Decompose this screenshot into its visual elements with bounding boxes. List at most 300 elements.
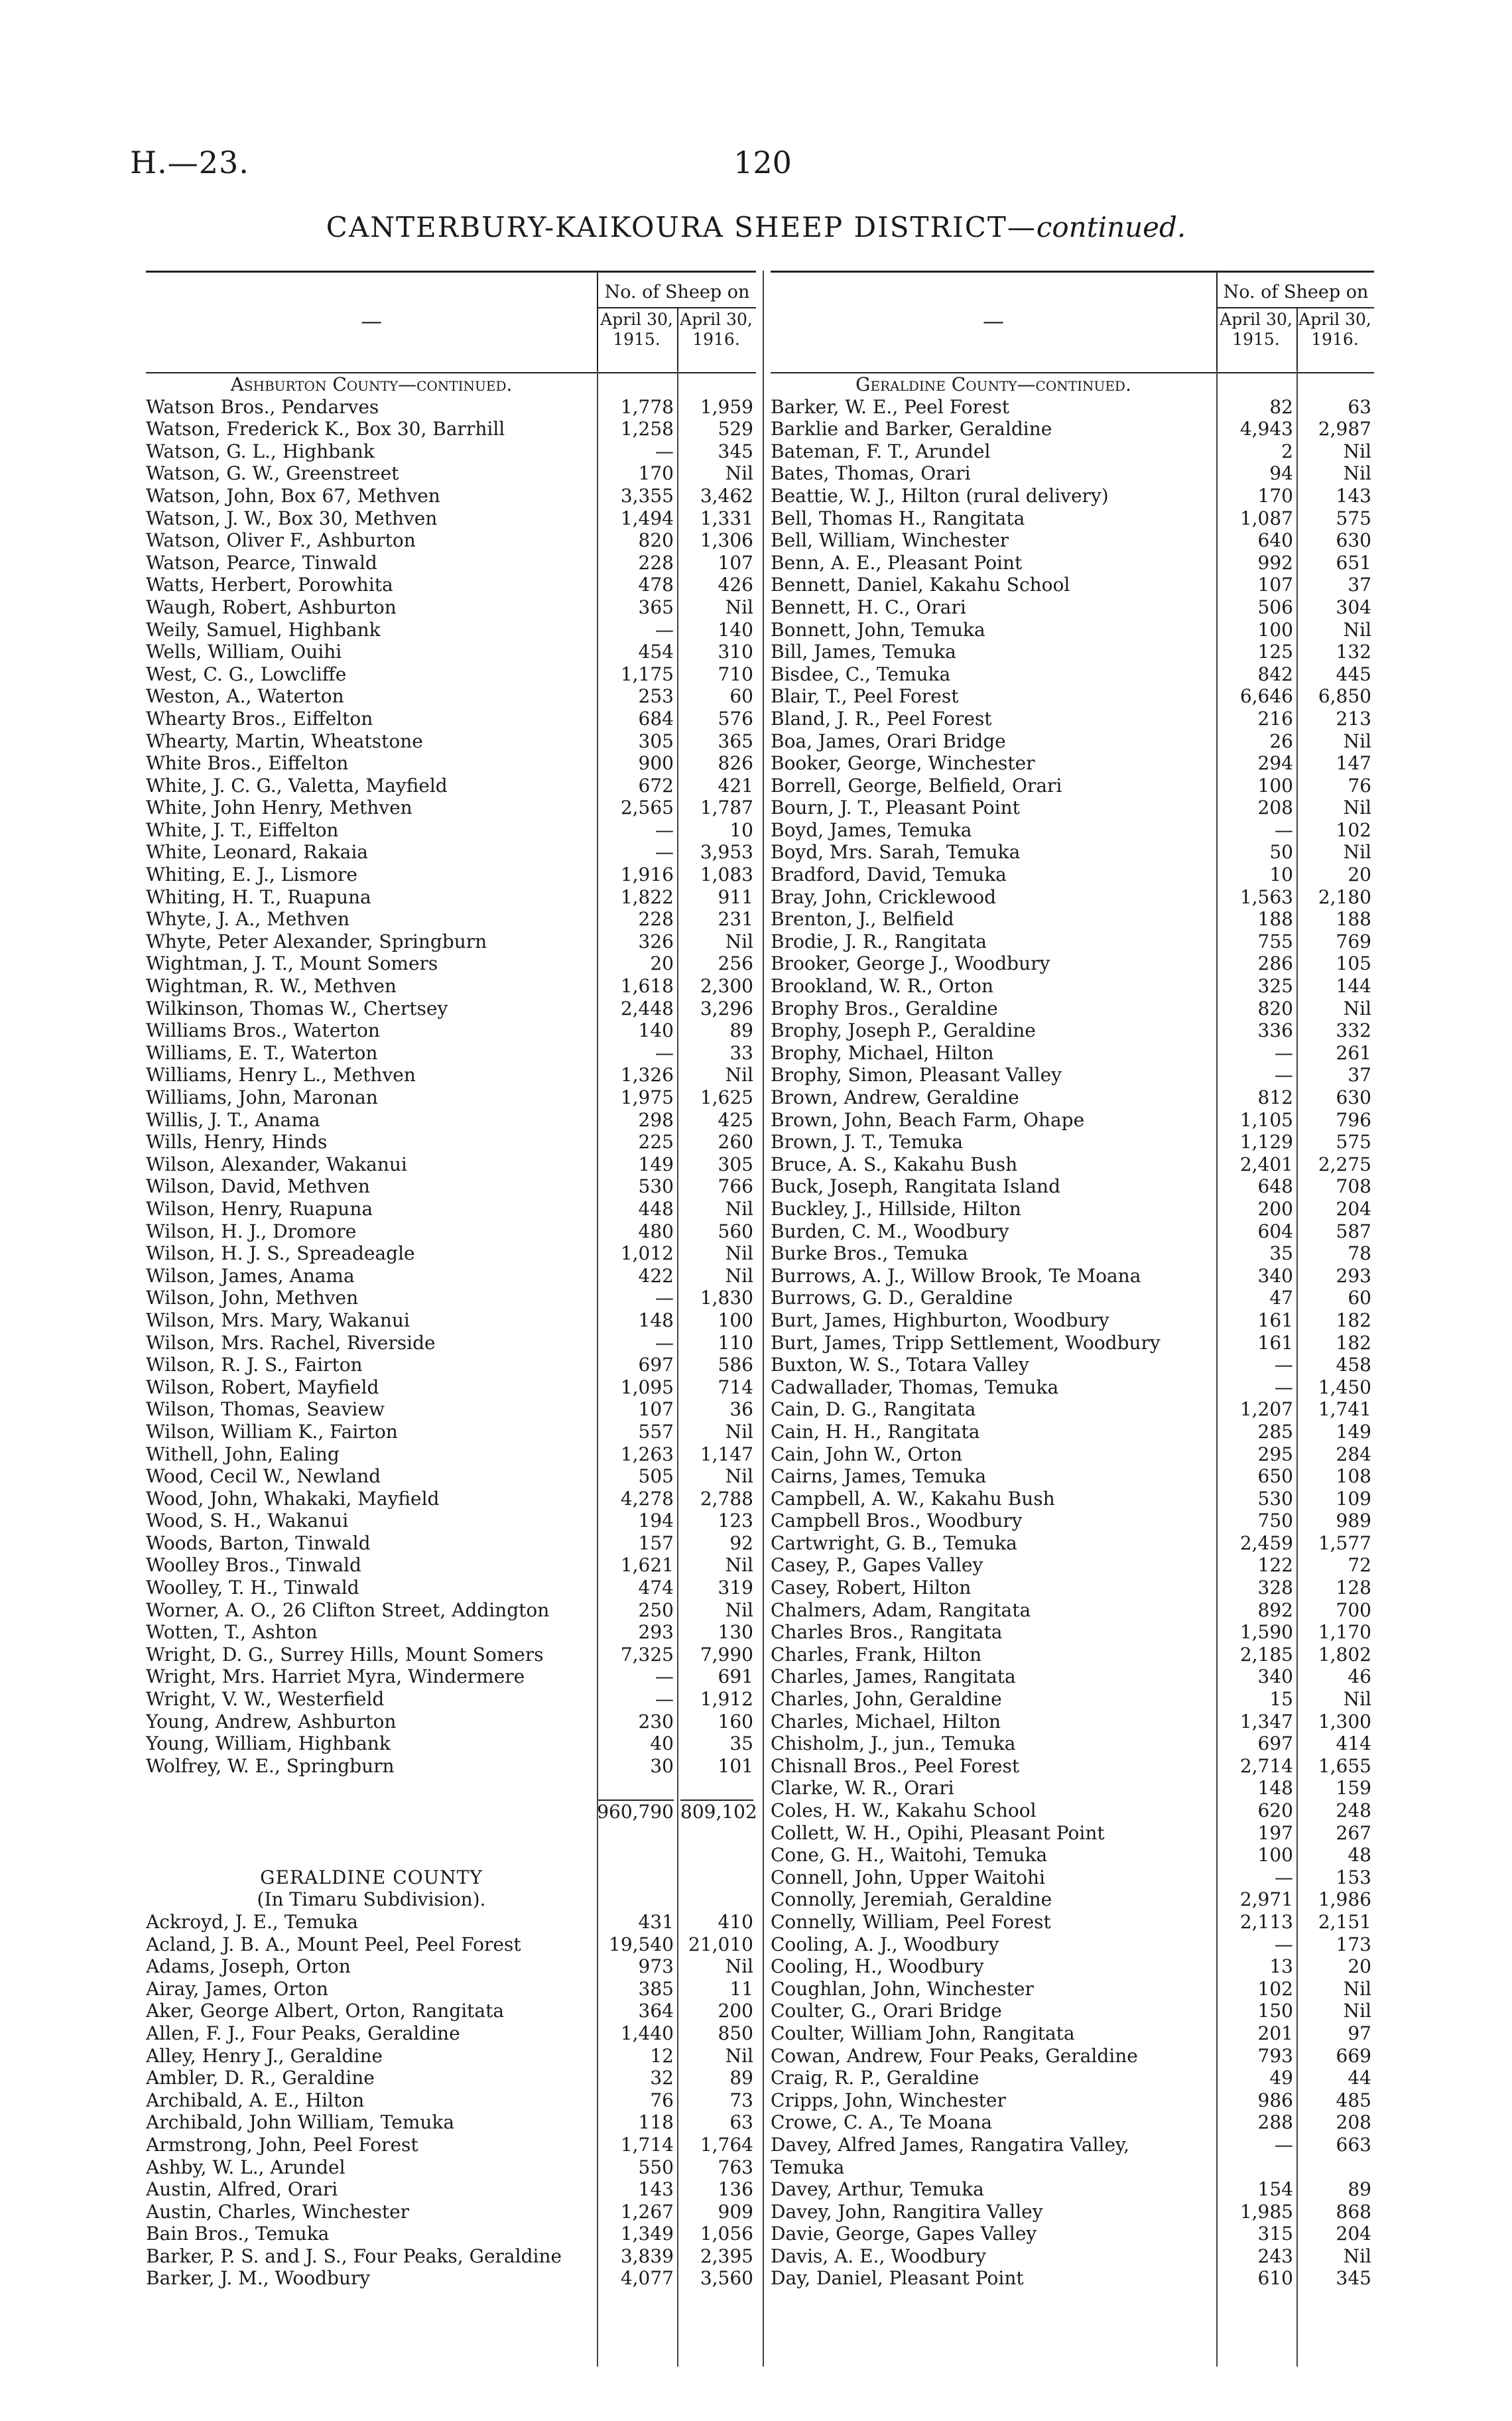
column-rule (677, 370, 678, 2367)
right-rows (771, 373, 1374, 2290)
owner-name: Brophy Bros., Geraldine (771, 997, 998, 1019)
owner-name: Wright, D. G., Surrey Hills, Mount Somers (146, 1643, 544, 1666)
sheep-1916: 426 (718, 574, 753, 596)
sheep-1916: 332 (1336, 1019, 1371, 1042)
owner-name: White, Leonard, Rakaia (146, 841, 368, 864)
sheep-1915: 750 (1257, 1510, 1293, 1532)
sheep-1915: 194 (638, 1510, 674, 1532)
sheep-1915: 4,943 (1239, 418, 1293, 440)
table-row (146, 2067, 756, 2089)
sheep-1915: 100 (1257, 1844, 1293, 1866)
table-row (771, 685, 1374, 708)
page-number: 120 (733, 145, 792, 180)
owner-name: GERALDINE COUNTY (260, 1866, 483, 1888)
page-title (0, 211, 1512, 243)
owner-name: Buck, Joseph, Rangitata Island (771, 1175, 1060, 1198)
sheep-1916: 140 (718, 618, 753, 641)
sheep-1916: 669 (1336, 2044, 1371, 2067)
sheep-1916: 256 (718, 952, 753, 975)
owner-name: Worner, A. O., 26 Clifton Street, Addington (146, 1599, 550, 1621)
owner-name: Casey, Robert, Hilton (771, 1577, 972, 1599)
table-row (771, 886, 1374, 909)
table-row (146, 2156, 756, 2179)
sheep-1915: 3,355 (620, 484, 674, 507)
table-row (771, 1220, 1374, 1243)
sheep-1916: 710 (718, 663, 753, 685)
owner-name: Brophy, Michael, Hilton (771, 1041, 994, 1064)
table-row (146, 574, 756, 596)
sheep-1915: 1,985 (1239, 2200, 1293, 2223)
owner-name: Bain Bros., Temuka (146, 2223, 330, 2245)
owner-name: Wilson, Alexander, Wakanui (146, 1153, 407, 1175)
sheep-1915: 2 (1281, 440, 1293, 462)
table-row (771, 2022, 1374, 2045)
sheep-1916: 63 (1348, 395, 1371, 418)
sheep-1916: 89 (1348, 2178, 1371, 2201)
sheep-1915: 480 (638, 1220, 674, 1242)
sheep-1915: — (1275, 1064, 1293, 1086)
table-row (146, 2134, 756, 2156)
sheep-1915: 107 (1257, 574, 1293, 596)
column-rule (1216, 370, 1218, 2367)
sheep-1915: 35 (1269, 1242, 1293, 1265)
sheep-1915: 100 (1257, 774, 1293, 797)
table-row (771, 396, 1374, 419)
table-row (771, 485, 1374, 507)
owner-name: Wilson, Mrs. Mary, Wakanui (146, 1309, 410, 1331)
sheep-1916: 1,577 (1318, 1532, 1371, 1554)
owner-name: Wilson, William K., Fairton (146, 1420, 398, 1443)
sheep-1916: Nil (725, 930, 753, 952)
table-row (146, 1421, 756, 1443)
sheep-1916: 110 (718, 1331, 753, 1354)
table-row (146, 529, 756, 552)
sheep-1916: 345 (718, 440, 753, 462)
sheep-1916: 586 (718, 1354, 753, 1376)
sheep-1915: 315 (1257, 2223, 1293, 2245)
table-row (146, 1666, 756, 1688)
owner-name: Bill, James, Temuka (771, 641, 956, 663)
sheep-1916: Nil (1343, 730, 1371, 752)
sheep-1915: 1,267 (620, 2200, 674, 2223)
sheep-1915: 325 (1257, 975, 1293, 998)
sheep-1916: Nil (725, 596, 753, 618)
header-col-1916-line2: 1916. (1311, 330, 1359, 349)
table-row (771, 2134, 1374, 2156)
owner-name: Austin, Charles, Winchester (146, 2200, 410, 2223)
spacer-row (146, 1844, 756, 1866)
sheep-1915: — (1275, 818, 1293, 841)
sheep-1916: 630 (1336, 1086, 1371, 1108)
sheep-1916: 160 (718, 1710, 753, 1733)
owner-name: Bennett, H. C., Orari (771, 596, 966, 618)
sheep-1916: 97 (1348, 2022, 1371, 2044)
table-row (771, 1198, 1374, 1220)
owner-name: Wilson, Robert, Mayfield (146, 1376, 379, 1398)
sheep-1916: 63 (729, 2111, 753, 2134)
sheep-1915: — (655, 818, 674, 841)
sheep-1916: 213 (1336, 707, 1371, 730)
owner-name: Aker, George Albert, Orton, Rangitata (146, 2000, 505, 2022)
table-row (771, 529, 1374, 552)
owner-name: Burt, James, Highburton, Woodbury (771, 1309, 1109, 1331)
table-row (771, 663, 1374, 686)
sheep-1916: 445 (1336, 663, 1371, 685)
table-row (771, 418, 1374, 440)
sheep-1916: Nil (725, 1197, 753, 1220)
table-row (146, 1354, 756, 1376)
table-row (771, 2000, 1374, 2022)
owner-name: Wightman, J. T., Mount Somers (146, 952, 438, 975)
sheep-1916: 73 (729, 2089, 753, 2111)
owner-name: Connolly, Jeremiah, Geraldine (771, 1888, 1052, 1911)
owner-name: Watts, Herbert, Porowhita (146, 574, 393, 596)
sheep-1915: 149 (638, 1153, 674, 1175)
owner-name: Barker, P. S. and J. S., Four Peaks, Geraldine (146, 2245, 562, 2267)
sheep-1915: 201 (1257, 2022, 1293, 2044)
sheep-1915: 506 (1257, 596, 1293, 618)
header-rule (1216, 273, 1218, 372)
sheep-1916: 11 (729, 1977, 753, 2000)
table-row (771, 775, 1374, 797)
table-row (146, 1131, 756, 1153)
table-row (771, 1822, 1374, 1845)
sheep-1916: Nil (1343, 997, 1371, 1019)
sheep-1915: — (655, 618, 674, 641)
table-row (771, 975, 1374, 998)
owner-name: Charles, John, Geraldine (771, 1688, 1002, 1711)
header-group-label: No. of Sheep on (597, 278, 756, 308)
owner-name: Watson, Frederick K., Box 30, Barrhill (146, 418, 505, 440)
owner-name: Watson, J. W., Box 30, Methven (146, 507, 438, 529)
sheep-1915: 672 (638, 774, 674, 797)
owner-name: West, C. G., Lowcliffe (146, 663, 347, 685)
table-row (771, 1644, 1374, 1666)
owner-name: Williams, John, Maronan (146, 1086, 378, 1108)
table-row (771, 1554, 1374, 1577)
sheep-1915: 1,822 (620, 885, 674, 908)
sheep-1916: Nil (725, 1064, 753, 1086)
table-row (771, 1064, 1374, 1086)
table-row (146, 1532, 756, 1555)
title-continued: continued. (1036, 211, 1186, 243)
owner-name: Wood, S. H., Wakanui (146, 1510, 349, 1532)
owner-name: Chalmers, Adam, Rangitata (771, 1599, 1031, 1621)
table-row (146, 1153, 756, 1176)
sheep-1915: 640 (1257, 529, 1293, 552)
table-row (146, 2223, 756, 2245)
table-row (771, 730, 1374, 753)
table-row (771, 1888, 1374, 1911)
table-row (771, 2089, 1374, 2112)
sheep-1916: 1,802 (1318, 1643, 1371, 1666)
sheep-1915: 1,105 (1239, 1108, 1293, 1131)
table-row (771, 1688, 1374, 1711)
table-row (146, 1554, 756, 1577)
center-divider (763, 271, 764, 2367)
owner-name: Buckley, J., Hillside, Hilton (771, 1197, 1021, 1220)
owner-name: Young, Andrew, Ashburton (146, 1710, 397, 1733)
sheep-1915: 1,778 (620, 395, 674, 418)
sheep-1916: Nil (1343, 2000, 1371, 2022)
sheep-1915: 1,440 (620, 2022, 674, 2044)
table-row (771, 2156, 1374, 2179)
sheep-1916: 989 (1336, 1510, 1371, 1532)
sheep-1916: 143 (1336, 484, 1371, 507)
sheep-1915: 1,129 (1239, 1131, 1293, 1153)
sheep-1915: 1,621 (620, 1554, 674, 1577)
sheep-1915: 448 (638, 1197, 674, 1220)
sheep-1915: 1,012 (620, 1242, 674, 1265)
header-col-1915 (597, 310, 676, 350)
owner-name: Whearty Bros., Eiffelton (146, 707, 373, 730)
owner-name: White Bros., Eiffelton (146, 752, 349, 775)
table-row (771, 1287, 1374, 1309)
sheep-1915: 1,618 (620, 975, 674, 998)
sheep-1916: Nil (725, 1955, 753, 1978)
sheep-1915: 285 (1257, 1420, 1293, 1443)
owner-name: Ashburton County—continued. (230, 373, 513, 395)
owner-name: Barker, W. E., Peel Forest (771, 395, 1010, 418)
sheep-1916: 60 (1348, 1287, 1371, 1309)
table-row (146, 685, 756, 708)
owner-name: Cadwallader, Thomas, Temuka (771, 1376, 1059, 1398)
sheep-1915: 2,565 (620, 797, 674, 819)
sheep-1915: — (1275, 1933, 1293, 1955)
owner-name: Young, William, Highbank (146, 1733, 391, 1755)
sheep-1916: 421 (718, 774, 753, 797)
sheep-1915: 2,185 (1239, 1643, 1293, 1666)
sheep-1916: Nil (1343, 1688, 1371, 1711)
table-row (146, 1911, 756, 1933)
sheep-1916: 850 (718, 2022, 753, 2044)
owner-name: Airay, James, Orton (146, 1977, 328, 2000)
sheep-1916: Nil (1343, 462, 1371, 485)
sheep-1916: 7,990 (700, 1643, 753, 1666)
owner-name: Watson Bros., Pendarves (146, 395, 379, 418)
sheep-1916: 128 (1336, 1577, 1371, 1599)
table-row (146, 2045, 756, 2067)
sheep-1916: 36 (729, 1398, 753, 1421)
sheep-1916: 826 (718, 752, 753, 775)
header-col-1915-line1: April 30, (600, 310, 673, 329)
sheep-1916: 100 (718, 1309, 753, 1331)
sheep-1916: 130 (718, 1621, 753, 1644)
sheep-1915: 286 (1257, 952, 1293, 975)
table-row (771, 1621, 1374, 1644)
owner-name: Coles, H. W., Kakahu School (771, 1799, 1037, 1821)
header-col-1916-line1: April 30, (680, 310, 753, 329)
owner-name: Charles Bros., Rangitata (771, 1621, 1003, 1644)
sheep-1916: 3,953 (700, 841, 753, 864)
header-col-1915-line2: 1915. (613, 330, 661, 349)
sheep-1915: 530 (638, 1175, 674, 1198)
right-column (771, 271, 1374, 2290)
owner-name: White, J. T., Eiffelton (146, 818, 339, 841)
spacer-row (146, 1822, 756, 1845)
table-row (771, 462, 1374, 485)
sheep-1915: 1,975 (620, 1086, 674, 1108)
table-row (146, 1443, 756, 1466)
owner-name: Waugh, Robert, Ashburton (146, 596, 397, 618)
sheep-1916: Nil (725, 2044, 753, 2067)
sheep-1916: 3,560 (700, 2267, 753, 2290)
sheep-1916: 3,462 (700, 484, 753, 507)
sheep-1915: 13 (1269, 1955, 1293, 1978)
sheep-1916: 560 (718, 1220, 753, 1242)
sheep-1916: 101 (718, 1754, 753, 1777)
sheep-1915: 793 (1257, 2044, 1293, 2067)
table-row (146, 1688, 756, 1711)
sheep-1915: 365 (638, 596, 674, 618)
table-row (146, 1376, 756, 1399)
owner-name: White, J. C. G., Valetta, Mayfield (146, 774, 448, 797)
owner-name: Bland, J. R., Peel Forest (771, 707, 992, 730)
sheep-1916: 485 (1336, 2089, 1371, 2111)
owner-name: Davis, A. E., Woodbury (771, 2245, 986, 2267)
owner-name: Charles, James, Rangitata (771, 1666, 1016, 1688)
sheep-1916: 107 (718, 551, 753, 574)
owner-name: Brophy, Simon, Pleasant Valley (771, 1064, 1062, 1086)
sheep-1916: 284 (1336, 1443, 1371, 1465)
table-row (771, 574, 1374, 596)
table-row (771, 819, 1374, 842)
sheep-1915: 305 (638, 730, 674, 752)
left-table-header (146, 271, 756, 373)
sheep-1916: Nil (725, 1465, 753, 1488)
table-row (771, 931, 1374, 953)
sheep-1915: 4,077 (620, 2267, 674, 2290)
owner-name: Wilson, John, Methven (146, 1287, 359, 1309)
sheep-1916: 365 (718, 730, 753, 752)
owner-name: Coulter, G., Orari Bridge (771, 2000, 1002, 2022)
owner-name: Alley, Henry J., Geraldine (146, 2044, 383, 2067)
table-row (146, 730, 756, 753)
sheep-1915: 118 (638, 2111, 674, 2134)
sheep-1916: 200 (718, 2000, 753, 2022)
sheep-1916: 458 (1336, 1354, 1371, 1376)
sheep-1915: 2,448 (620, 997, 674, 1019)
sheep-1915: 161 (1257, 1309, 1293, 1331)
sheep-1916: 1,912 (700, 1688, 753, 1711)
table-row (146, 552, 756, 574)
owner-name: Wolfrey, W. E., Springburn (146, 1754, 395, 1777)
sheep-1916: 37 (1348, 574, 1371, 596)
sheep-1915: 557 (638, 1420, 674, 1443)
sheep-1915: 143 (638, 2178, 674, 2201)
sheep-1915: 10 (1269, 864, 1293, 886)
sheep-1915: 1,349 (620, 2223, 674, 2245)
sheep-1916: 1,170 (1318, 1621, 1371, 1644)
sheep-1915: 40 (650, 1733, 674, 1755)
table-row (146, 708, 756, 730)
owner-name: Wilson, Thomas, Seaview (146, 1398, 385, 1421)
owner-name: Brodie, J. R., Rangitata (771, 930, 987, 952)
sheep-1916: 147 (1336, 752, 1371, 775)
table-row (771, 1421, 1374, 1443)
sheep-1916: 2,788 (700, 1487, 753, 1510)
sheep-1915: 228 (638, 551, 674, 574)
sheep-1916: 1,083 (700, 864, 753, 886)
table-row (146, 2201, 756, 2223)
table-row (146, 596, 756, 619)
owner-name: Wright, V. W., Westerfield (146, 1688, 385, 1711)
table-row (146, 908, 756, 931)
sheep-1916: 2,180 (1318, 885, 1371, 908)
owner-name: Bennett, Daniel, Kakahu School (771, 574, 1070, 596)
sheep-1915: 161 (1257, 1331, 1293, 1354)
sheep-1915: 697 (1257, 1733, 1293, 1755)
table-row (771, 708, 1374, 730)
sheep-1916: 92 (729, 1532, 753, 1554)
sheep-1916: 10 (729, 818, 753, 841)
owner-name: Cripps, John, Winchester (771, 2089, 1006, 2111)
sheep-1915: 385 (638, 1977, 674, 2000)
owner-name: Allen, F. J., Four Peaks, Geraldine (146, 2022, 460, 2044)
table-row (771, 998, 1374, 1020)
owner-name: Whyte, J. A., Methven (146, 908, 349, 931)
sheep-1915: 620 (1257, 1799, 1293, 1821)
table-row (771, 1042, 1374, 1065)
sheep-1916: 6,850 (1318, 685, 1371, 708)
table-row (771, 440, 1374, 463)
section-heading (771, 373, 1374, 396)
sheep-1916: 20 (1348, 864, 1371, 886)
sheep-1915: 15 (1269, 1688, 1293, 1711)
owner-name: Withell, John, Ealing (146, 1443, 340, 1465)
header-col-1916-line1: April 30, (1298, 310, 1371, 329)
table-row (771, 1265, 1374, 1287)
sheep-1916: 89 (729, 1019, 753, 1042)
table-row (771, 1532, 1374, 1555)
table-row (771, 952, 1374, 975)
owner-name: Bourn, J. T., Pleasant Point (771, 797, 1020, 819)
sheep-1915: 973 (638, 1955, 674, 1978)
owner-name: Wilson, James, Anama (146, 1264, 355, 1287)
table-row (146, 1933, 756, 1956)
sheep-1916: 60 (729, 685, 753, 708)
owner-name: Wilson, David, Methven (146, 1175, 370, 1198)
sheep-1915: 49 (1269, 2067, 1293, 2089)
table-row (771, 1443, 1374, 1466)
sheep-1915: 550 (638, 2156, 674, 2178)
sheep-1915: 1,263 (620, 1443, 674, 1465)
owner-name: Watson, G. W., Greenstreet (146, 462, 399, 485)
sheep-1915: 474 (638, 1577, 674, 1599)
table-row (146, 1955, 756, 1978)
sheep-1915: — (1275, 1354, 1293, 1376)
sheep-1916: 1,300 (1318, 1710, 1371, 1733)
sheep-1915: — (655, 1287, 674, 1309)
owner-name: Davey, John, Rangitira Valley (771, 2200, 1043, 2223)
sheep-1916: 868 (1336, 2200, 1371, 2223)
sheep-1915: 992 (1257, 551, 1293, 574)
sheep-1915: 188 (1257, 908, 1293, 931)
sheep-1916: Nil (725, 1599, 753, 1621)
sheep-1916: 630 (1336, 529, 1371, 552)
sheep-1915: — (655, 440, 674, 462)
header-group-label: No. of Sheep on (1216, 278, 1374, 308)
table-row (146, 1755, 756, 1778)
header-col-1916 (1297, 310, 1373, 350)
owner-name: Bonnett, John, Temuka (771, 618, 985, 641)
table-row (771, 1711, 1374, 1733)
owner-name: Adams, Joseph, Orton (146, 1955, 351, 1978)
sheep-1916: 2,395 (700, 2245, 753, 2267)
sheep-1916: 1,764 (700, 2133, 753, 2156)
sheep-1916: 153 (1336, 1866, 1371, 1888)
sheep-1916: 305 (718, 1153, 753, 1175)
